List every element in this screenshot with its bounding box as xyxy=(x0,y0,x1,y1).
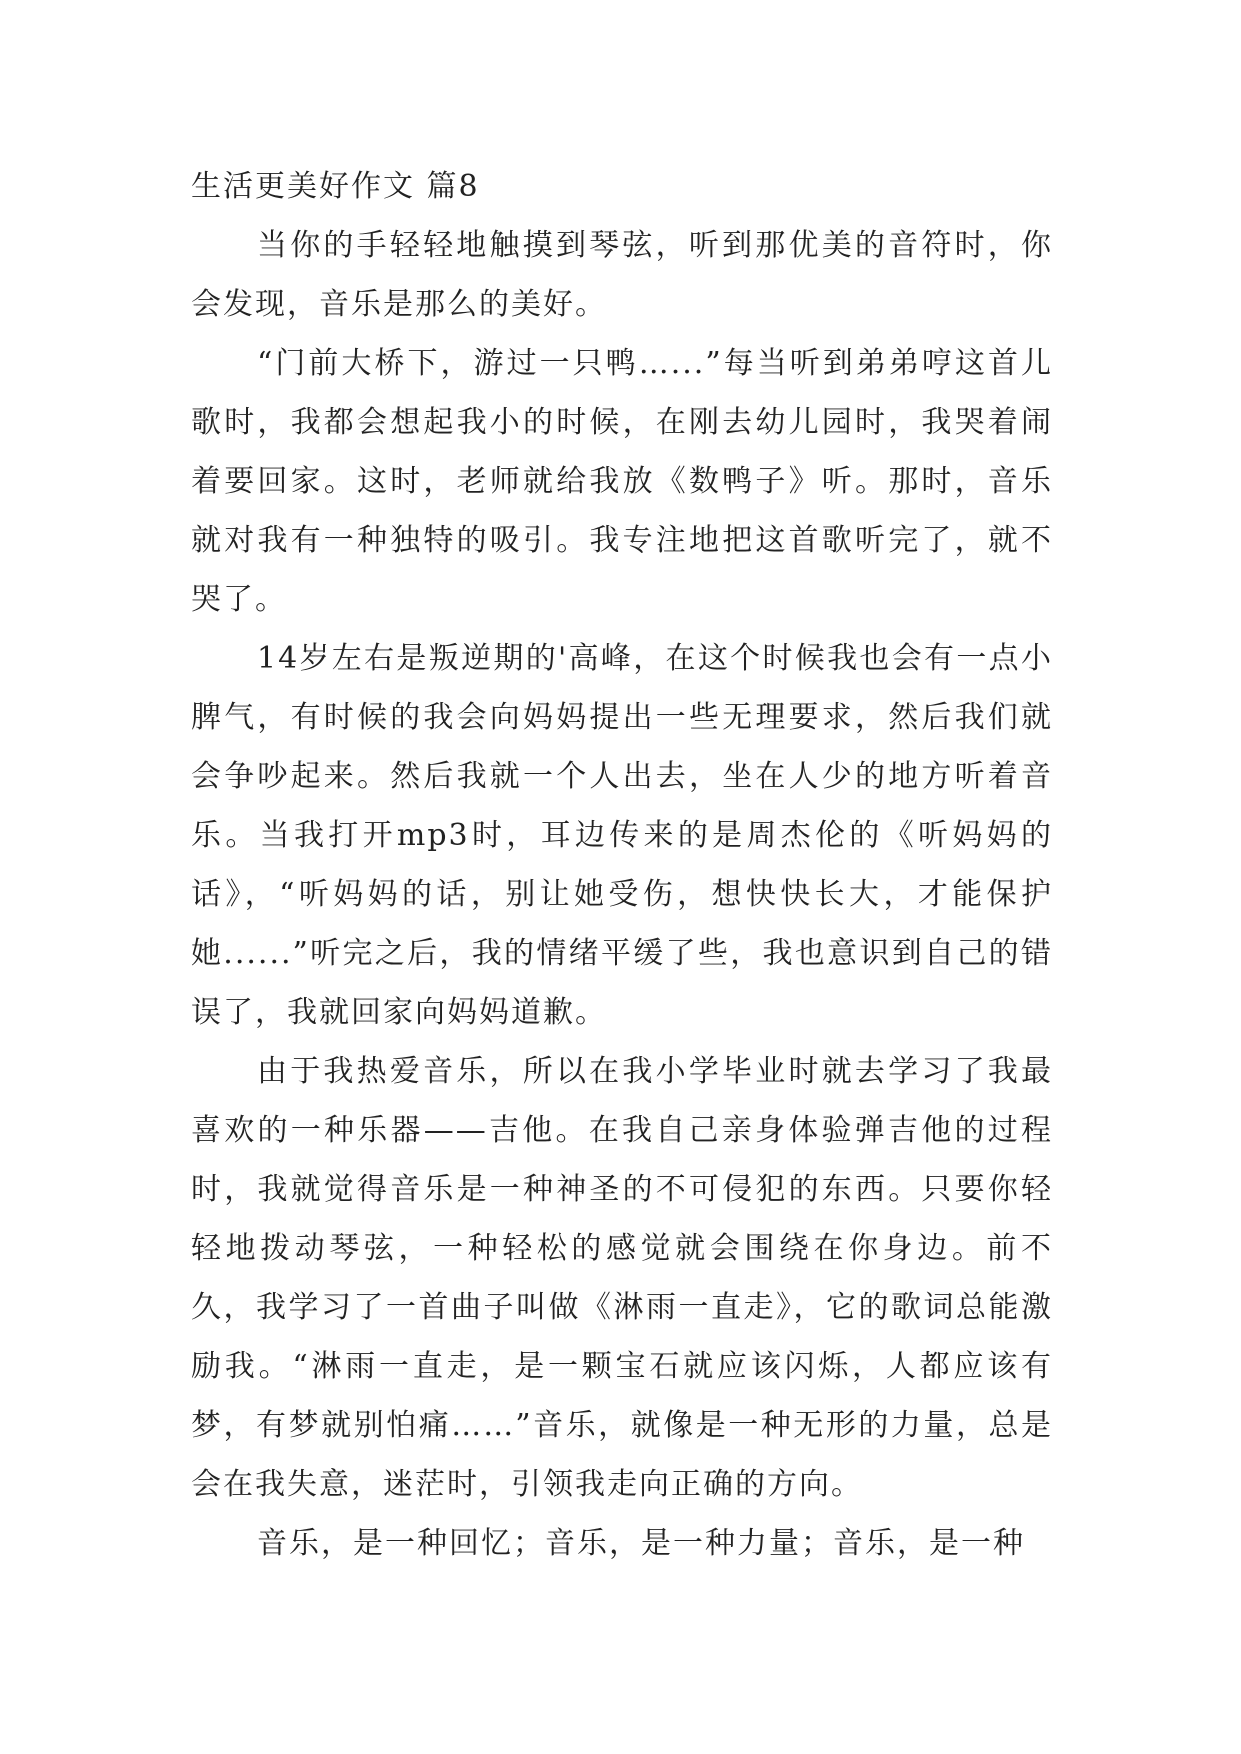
paragraph-5: 音乐，是一种回忆；音乐，是一种力量；音乐，是一种 xyxy=(257,1526,1025,1561)
paragraph-2: “门前大桥下，游过一只鸭…...”每当听到弟弟哼这首儿歌时，我都会想起我小的时候，在刚去幼儿园时，我哭着闹着要回家。这时，老师就给我放《数鸭子》听。那时，音乐就对我有一种独特的吸引。我专注地把这首歌听完了，就不哭了。 xyxy=(191,346,1053,617)
article-title: 生活更美好作文 篇8 xyxy=(191,169,480,204)
document-page xyxy=(191,157,1053,1573)
paragraph-4: 由于我热爱音乐，所以在我小学毕业时就去学习了我最喜欢的一种乐器——吉他。在我自己亲身体验弹吉他的过程时，我就觉得音乐是一种神圣的不可侵犯的东西。只要你轻轻地拨动琴弦，一种轻松的感觉就会围绕在你身边。前不久，我学习了一首曲子叫做《淋雨一直走》，它的歌词总能激励我。“淋雨一直走，是一颗宝石就应该闪烁，人都应该有梦，有梦就别怕痛……”音乐，就像是一种无形的力量，总是会在我失意，迷茫时，引领我走向正确的方向。 xyxy=(191,1054,1053,1502)
paragraph-3: 14岁左右是叛逆期的'高峰，在这个时候我也会有一点小脾气，有时候的我会向妈妈提出一些无理要求，然后我们就会争吵起来。然后我就一个人出去，坐在人少的地方听着音乐。当我打开mp3时，耳边传来的是周杰伦的《听妈妈的话》，“听妈妈的话，别让她受伤，想快快长大，才能保护她......”听完之后，我的情绪平缓了些，我也意识到自己的错误了，我就回家向妈妈道歉。 xyxy=(191,641,1053,1030)
paragraph-1: 当你的手轻轻地触摸到琴弦，听到那优美的音符时，你会发现，音乐是那么的美好。 xyxy=(191,228,1053,322)
